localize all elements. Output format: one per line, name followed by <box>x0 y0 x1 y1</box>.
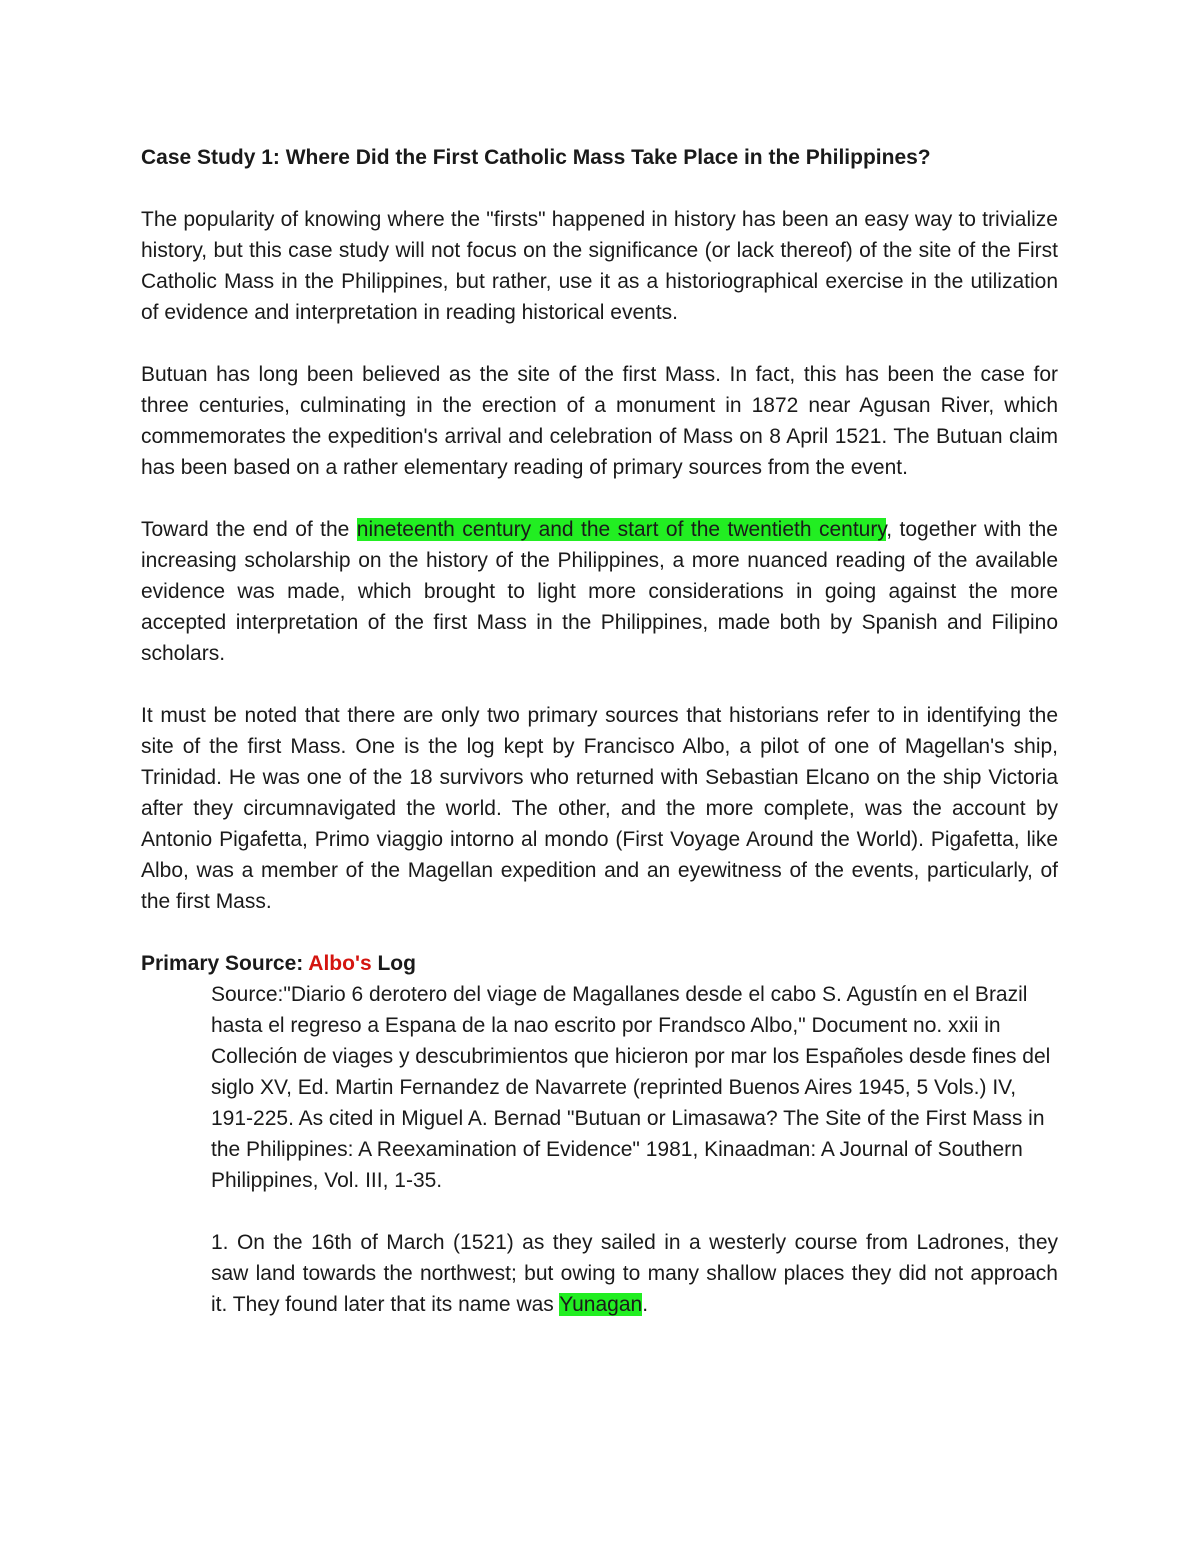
source-item-text: 1. On the 16th of March (1521) as they sailed in a westerly course from Ladrones, they saw land towards the northwest; but owing to many shallow places they did not approach it. They found later that its name was <box>211 1231 1058 1316</box>
highlighted-text: nineteenth century and the start of the twentieth century <box>356 518 887 541</box>
paragraph-text: Toward the end of the <box>141 518 357 541</box>
highlighted-text: Yunagan <box>559 1293 643 1316</box>
paragraph-text: , together with the increasing scholarship on the history of the Philippines, a more nuanced reading of the available evidence was made, which brought to light more considerations in going against the more accepted interpretation of the first Mass in the Philippines, made both by Spanish and Filipino scholars. <box>141 518 1058 665</box>
document-content <box>141 142 1058 1351</box>
source-item-text: . <box>642 1293 649 1316</box>
source-block <box>211 979 1058 1320</box>
source-item-1 <box>211 1227 1058 1320</box>
paragraph-primary-sources: It must be noted that there are only two primary sources that historians refer to in identifying the site of the first Mass. One is the log kept by Francisco Albo, a pilot of one of Magellan's ship, Trinidad. He was one of the 18 survivors who returned with Sebastian Elcano on the ship Victoria after they circumnavigated the world. The other, and the more complete, was the account by Antonio Pigafetta, Primo viaggio intorno al mondo (First Voyage Around the World). Pigafetta, like Albo, was a member of the Magellan expedition and an eyewitness of the events, particularly, of the first Mass. <box>141 704 1058 913</box>
paragraph-intro: The popularity of knowing where the "firsts" happened in history has been an easy way to trivialize history, but this case study will not focus on the significance (or lack thereof) of the site of the First Catholic Mass in the Philippines, but rather, use it as a historiographical exercise in the utilization of evidence and interpretation in reading historical events. <box>141 208 1058 324</box>
section-heading-label: Primary Source: <box>141 952 309 975</box>
section-heading-suffix: Log <box>371 952 416 975</box>
section-heading-primary-source <box>141 948 1058 979</box>
paragraph-butuan: Butuan has long been believed as the site of the first Mass. In fact, this has been the case for three centuries, culminating in the erection of a monument in 1872 near Agusan River, which commemorates the expedition's arrival and celebration of Mass on 8 April 1521. The Butuan claim has been based on a rather elementary reading of primary sources from the event. <box>141 363 1058 479</box>
section-heading-name: Albo's <box>308 952 372 975</box>
paragraph-nineteenth-century <box>141 514 1058 669</box>
source-citation: Source:"Diario 6 derotero del viage de Magallanes desde el cabo S. Agustín en el Brazil hasta el regreso a Espana de la nao escrito por Frandsco Albo," Document no. xxii in Colleción de viages y descubrimientos que hicieron por mar los Españoles desde fines del siglo XV, Ed. Martin Fernandez de Navarrete (reprinted Buenos Aires 1945, 5 Vols.) IV, 191-225. As cited in Miguel A. Bernad "Butuan or Limasawa? The Site of the First Mass in the Philippines: A Reexamination of Evidence" 1981, Kinaadman: A Journal of Southern Philippines, Vol. III, 1-35. <box>211 983 1051 1192</box>
page-title: Case Study 1: Where Did the First Catholic Mass Take Place in the Philippines? <box>141 146 931 169</box>
